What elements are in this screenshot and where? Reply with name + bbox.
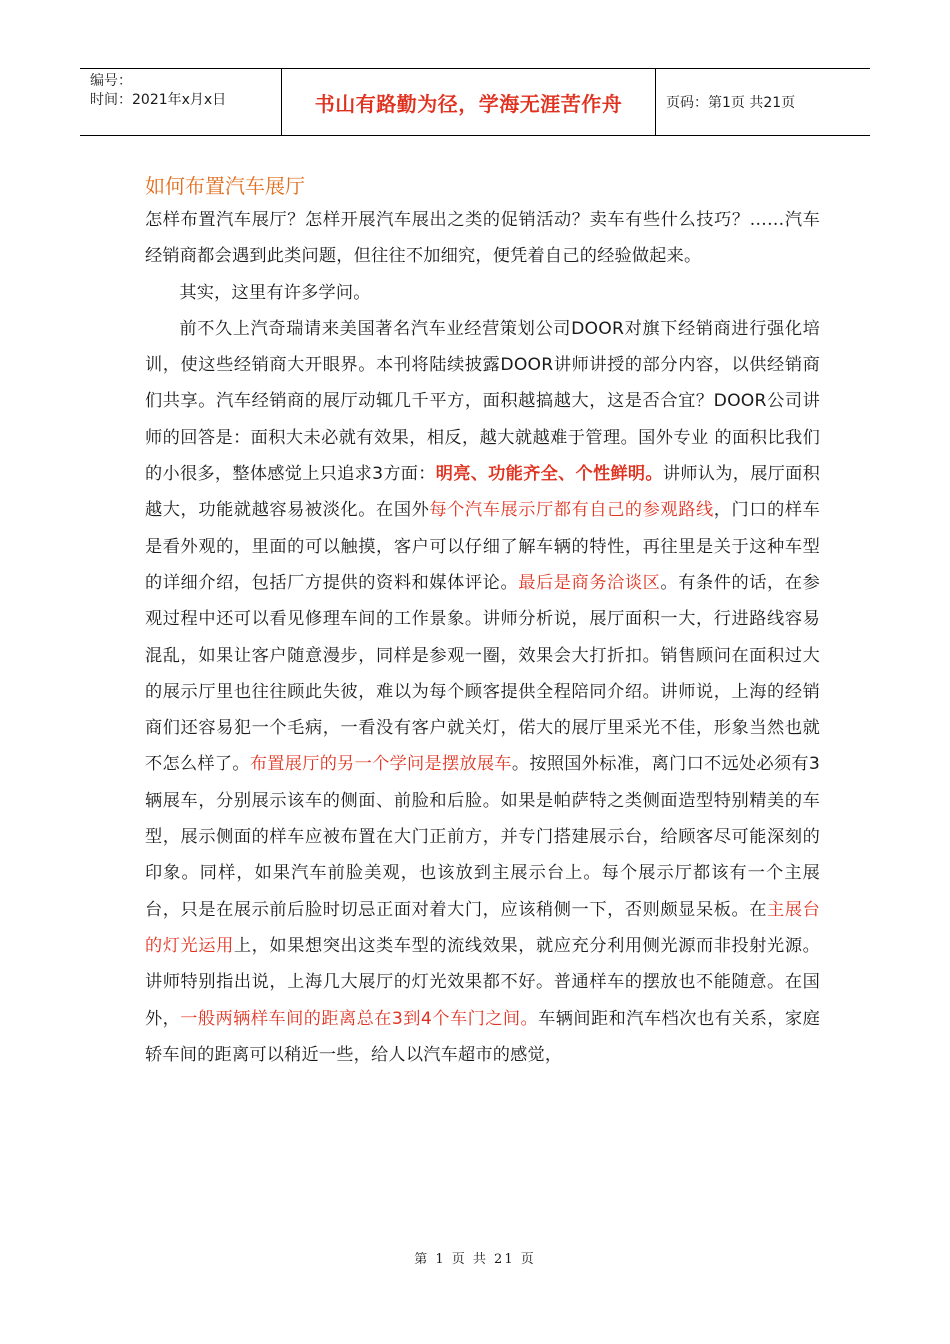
- text-segment: ，门口的样车是看外观的，里面的可以触摸，客户可以仔细了解车辆的特性，再往里是关于这种车型的详细介绍，包括厂方提供的资料和媒体评论。: [145, 500, 821, 593]
- header-page-info: 页码：第1页 共21页: [666, 95, 796, 111]
- paragraph-intro: 怎样布置汽车展厅？怎样开展汽车展出之类的促销活动？卖车有些什么技巧？……汽车经销商都会遇到此类问题，但往往不加细究，便凭着自己的经验做起来。: [145, 210, 820, 267]
- text-segment: 讲师讲授的部分内容，以供经销商们共享。汽车经销商的展厅动辄几千平方，面积越搞越大，这是否合宜？: [145, 355, 820, 412]
- highlight-text: 一般两辆样车间的距离总在: [180, 1008, 392, 1029]
- text-door: DOOR: [500, 355, 554, 376]
- paragraph-2: 其实，这里有许多学问。: [179, 282, 371, 303]
- text-segment: 前不久上汽奇瑞请来美国著名汽车业经营策划公司: [179, 318, 572, 339]
- text-segment: 。有条件的话，在参观过程中还可以看见修理车间的工作景象。讲师分析说，展厅面积一大，行进路线容易混乱，如果让客户随意漫步，同样是参观一圈，效果会大打折扣。销售顾问在面积过大的展示厅里也往往顾此失彼，难以为每个顾客提供全程陪同介绍。讲师说，上海的经销商们还容易犯一个毛病，一看没有客户就关灯，偌大的展厅里采光不佳，形象当然也就不怎么样了。: [145, 572, 820, 775]
- article-body: [145, 202, 820, 1073]
- text-segment: 讲师认为，展厅面积越大，功能就越容易被淡化。在国外: [145, 464, 820, 521]
- header-time: 时间：2021年x月x日: [90, 92, 227, 108]
- highlight-bold: 明亮、功能齐全、个性鲜明。: [435, 464, 663, 485]
- highlight-text: 布置展厅的另一个学问是摆放展车: [249, 754, 512, 775]
- text-segment: 辆展车，分别展示该车的侧面、前脸和后脸。如果是帕萨特之类侧面造型特别精美的车型，展示侧面的样车应被布置在大门正前方，并专门搭建展示台，给顾客尽可能深刻的印象。同样，如果汽车前脸美观，也该放到主展示台上。每个展示厅都该有一个主展台，只是在展示前后脸时切忌正面对着大门，应该稍侧一下，否则颇显呆板。在: [145, 790, 820, 920]
- highlight-number: 3: [391, 1008, 404, 1029]
- text-segment: 车辆间距和汽车档次也有关系，家庭轿车间的距离可以稍近一些，给人以汽车超市的感觉，: [145, 1008, 821, 1065]
- article-title: 如何布置汽车展厅: [145, 174, 305, 198]
- text-segment: 上，如果想突出这类车型的流线效果，就应充分利用侧光源而非投射光源。讲师特别指出说，上海几大展厅的灯光效果都不好。普通样车的摆放也不能随意。在国外，: [145, 935, 820, 1029]
- text-door: DOOR: [713, 391, 767, 412]
- highlight-text: 个车门之间。: [432, 1008, 539, 1029]
- header-motto: 书山有路勤为径，学海无涯苦作舟: [282, 69, 656, 135]
- highlight-text: 每个汽车展示厅都有自己的参观路线: [429, 500, 714, 521]
- paragraph-main: [145, 311, 820, 1073]
- text-segment: 。按照国外标准，离门口不远处必须有: [511, 754, 809, 775]
- highlight-text: 到: [403, 1008, 421, 1029]
- text-segment: 方面：: [383, 464, 436, 485]
- highlight-number: 4: [420, 1008, 433, 1029]
- text-door: DOOR: [571, 318, 625, 339]
- text-number: 3: [372, 464, 384, 485]
- highlight-text: 最后是商务洽谈区: [518, 572, 661, 593]
- page-footer: 第 1 页 共 21 页: [414, 1252, 536, 1267]
- text-number: 3: [808, 754, 820, 775]
- highlight-text: 主展台的灯光运用: [145, 899, 820, 956]
- text-segment: 公司讲师的回答是：面积大未必就有效果，相反，越大就越难于管理。国外专业 的面积比我们的小很多，整体感觉上只追求: [145, 391, 820, 485]
- header-number: 编号：: [90, 73, 132, 89]
- text-segment: 对旗下经销商进行强化培训，使这些经销商大开眼界。本刊将陆续披露: [145, 318, 821, 376]
- header-meta: [80, 69, 282, 135]
- document-header: [80, 68, 870, 136]
